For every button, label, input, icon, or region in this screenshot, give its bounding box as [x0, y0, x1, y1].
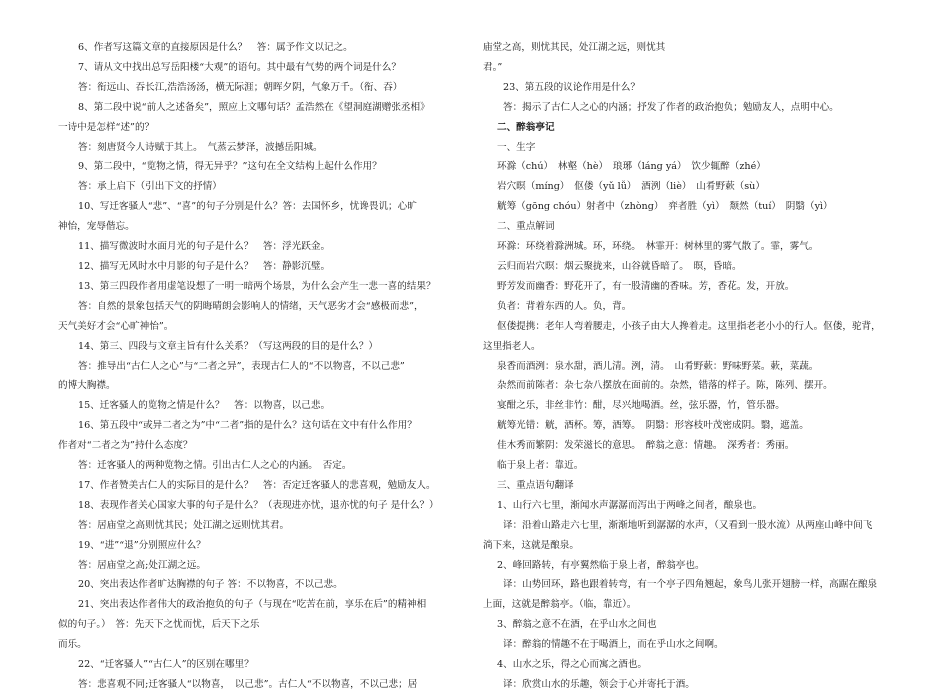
right-text-line: 4、山水之乐，得之心而寓之酒也。 — [497, 659, 648, 671]
left-text-line: 14、第三、四段与文章主旨有什么关系？（写这两段的目的是什么？） — [78, 340, 379, 352]
left-text-line: 6、作者写这篇文章的直接原因是什么？ 答：属予作文以记之。 — [78, 42, 353, 53]
right-text-line: 二、重点解词 — [497, 221, 555, 233]
right-text-line: 这里指老人。 — [483, 340, 541, 352]
left-text-line: 8、第二段中说“前人之述备矣”，照应上文哪句话？孟浩然在《望洞庭湖赠张丞相》 — [78, 101, 430, 113]
left-text-line: 作者对“二者之为”持什么态度？ — [58, 440, 193, 452]
left-text-line: 答：自然的景象包括天气的阴晦晴朗会影响人的情绪，天气恶劣才会“感极而悲”， — [78, 300, 424, 312]
right-text-line: 野芳发而幽香：野花开了，有一股清幽的香味。芳，香花。发，开放。 — [497, 280, 795, 292]
left-text-line: 13、第三四段作者用虚笔设想了一明一暗两个场景，为什么会产生一悲一喜的结果？ — [78, 280, 436, 292]
left-text-line: 答：居庙堂之高则忧其民；处江湖之远则忧其君。 — [78, 519, 290, 531]
left-text-line: 18、表现作者关心国家大事的句子是什么？（表现进亦忧，退亦忧的句子 是什么？） — [78, 499, 439, 511]
left-text-line: 答：刻唐贤今人诗赋于其上。 气蒸云梦泽，波撼岳阳城。 — [78, 141, 323, 153]
right-text-line: 杂然而前陈者：杂七杂八摆放在面前的。杂然，错落的样子。陈，陈列、摆开。 — [497, 380, 833, 392]
right-text-line: 译：沿着山路走六七里，渐渐地听到潺潺的水声，（又看到一股水流）从两座山峰中间飞 — [503, 519, 873, 531]
right-text-line: 临于泉上者：靠近。 — [497, 460, 584, 472]
left-text-line: 19、“进”“退”分别照应什么？ — [78, 539, 206, 551]
right-text-line: 泉香而酒洌：泉水甜，酒儿清。洌，清。 山肴野蔌：野味野菜。蔌，菜蔬。 — [497, 360, 819, 372]
left-text-line: 10、写迁客骚人“悲”、“喜”的句子分别是什么？答：去国怀乡，忧谗畏讥；心旷 — [78, 201, 417, 213]
right-text-line: 上面，这就是醉翁亭。（临，靠近）。 — [483, 599, 637, 611]
right-text-line: 2、峰回路转，有亭翼然临于泉上者，醉翁亭也。 — [497, 559, 705, 571]
left-text-line: 16、第五段中“或异二者之为”中“二者”指的是什么？这句话在文中有什么作用？ — [78, 420, 417, 432]
right-text-line: 负者：背着东西的人。负，背。 — [497, 300, 632, 312]
left-text-line: 答：推导出“古仁人之心”与“二者之异”，表现古仁人的“不以物喜，不以己悲” — [78, 360, 405, 372]
right-text-line: 宴酣之乐，非丝非竹：酣，尽兴地喝酒。丝，弦乐器，竹，管乐器。 — [497, 400, 785, 412]
left-text-line: 答：迁客骚人的两种览物之情。引出古仁人之心的内涵。 否定。 — [78, 460, 352, 472]
left-text-line: 而乐。 — [58, 639, 87, 651]
left-column — [58, 38, 458, 695]
left-text-line: 天气美好才会“心旷神怡”。 — [58, 320, 174, 332]
right-text-line: 答：揭示了古仁人之心的内涵；抒发了作者的政治抱负；勉励友人，点明中心。 — [503, 101, 839, 113]
right-text-line: 淌下来，这就是酿泉。 — [483, 539, 579, 551]
left-text-line: 神怡，宠辱偕忘。 — [58, 221, 135, 233]
right-text-line: 译：山势回环，路也跟着转弯，有一个亭子四角翘起，象鸟儿张开翅膀一样，高踞在酿泉 — [503, 579, 878, 591]
left-text-line: 17、作者赞美古仁人的实际目的是什么？ 答：否定迁客骚人的悲喜观，勉励友人。 — [78, 479, 436, 491]
left-text-line: 似的句子。） 答：先天下之忧而忧，后天下之乐 — [58, 619, 260, 631]
left-text-line: 答：居庙堂之高;处江湖之远。 — [78, 559, 206, 571]
right-text-line: 3、醉翁之意不在酒，在乎山水之间也 — [497, 619, 657, 631]
right-text-line: 佳木秀而繁阴：发荣滋长的意思。 醉翁之意：情趣。 深秀者：秀丽。 — [497, 440, 795, 452]
left-text-line: 答：悲喜观不同;迁客骚人“以物喜， 以己悲”。古仁人“不以物喜，不以己悲；居 — [78, 679, 418, 690]
left-text-line: 9、第二段中，“览物之情，得无异乎？”这句在全文结构上起什么作用？ — [78, 161, 382, 173]
right-text-line: 二、醉翁亭记 — [497, 121, 555, 133]
right-text-line: 环滁：环绕着滁洲城。环，环绕。 林霏开：树林里的雾气散了。霏，雾气。 — [497, 241, 819, 253]
left-text-line: 12、描写无风时水中月影的句子是什么？ 答：静影沉璧。 — [78, 260, 331, 272]
left-text-line: 答：承上启下（引出下文的抒情） — [78, 181, 222, 193]
right-text-line: 23、第五段的议论作用是什么？ — [503, 81, 640, 93]
left-text-line: 15、迁客骚人的览物之情是什么？ 答：以物喜，以己悲。 — [78, 400, 331, 412]
left-text-line: 7、请从文中找出总写岳阳楼“大观”的语句。其中最有气势的两个词是什么？ — [78, 61, 401, 73]
left-text-line: 11、描写微波时水面月光的句子是什么？ 答：浮光跃金。 — [78, 241, 331, 253]
right-text-line: 君。” — [483, 61, 503, 73]
right-text-line: 1、山行六七里，渐闻水声潺潺而泻出于两峰之间者，酿泉也。 — [497, 499, 763, 511]
right-text-line: 一、生字 — [497, 141, 536, 153]
right-text-line: 庙堂之高，则忧其民，处江湖之远，则忧其 — [483, 42, 666, 53]
left-text-line: 20、突出表达作者旷达胸襟的句子 答：不以物喜，不以己悲。 — [78, 579, 343, 591]
right-text-line: 岩穴暝（míng） 伛偻（yǔ lǚ） 酒洌（liè） 山肴野蔌（sù） — [497, 181, 765, 193]
right-text-line: 环滁（chú） 林壑（hè） 琅琊（láng yá） 饮少辄醉（zhé） — [497, 161, 766, 173]
left-text-line: 答：衔远山、吞长江,浩浩汤汤，横无际涯；朝晖夕阴，气象万千。（衔、吞） — [78, 81, 403, 93]
left-text-line: 的博大胸襟。 — [58, 380, 116, 392]
right-column — [483, 38, 893, 695]
right-text-line: 三、重点语句翻译 — [497, 479, 574, 491]
right-text-line: 云归而岩穴暝：烟云聚拢来，山谷就昏暗了。 暝，昏暗。 — [497, 260, 742, 272]
left-text-line: 22、“迁客骚人”“古仁人”的区别在哪里？ — [78, 659, 254, 671]
right-text-line: 译：醉翁的情趣不在于喝酒上，而在乎山水之间啊。 — [503, 639, 724, 651]
right-text-line: 觥筹（gōng chóu）射者中（zhòng） 弈者胜（yì） 颓然（tuí） 阴翳（yì） — [497, 201, 833, 213]
right-text-line: 伛偻提携：老年人弯着腰走，小孩子由大人搀着走。这里指老老小小的行人。伛偻，驼背， — [497, 320, 881, 332]
left-text-line: 一诗中是怎样“述”的？ — [58, 121, 155, 133]
left-text-line: 21、突出表达作者伟大的政治抱负的句子（与现在“吃苦在前，享乐在后”的精神相 — [78, 599, 427, 611]
right-text-line: 觥筹光错：觥，酒杯。筹，酒筹。 阴翳：形容枝叶茂密成阴。翳，遮盖。 — [497, 420, 809, 432]
right-text-line: 译：欣赏山水的乐趣，领会于心并寄托于酒。 — [503, 679, 695, 690]
